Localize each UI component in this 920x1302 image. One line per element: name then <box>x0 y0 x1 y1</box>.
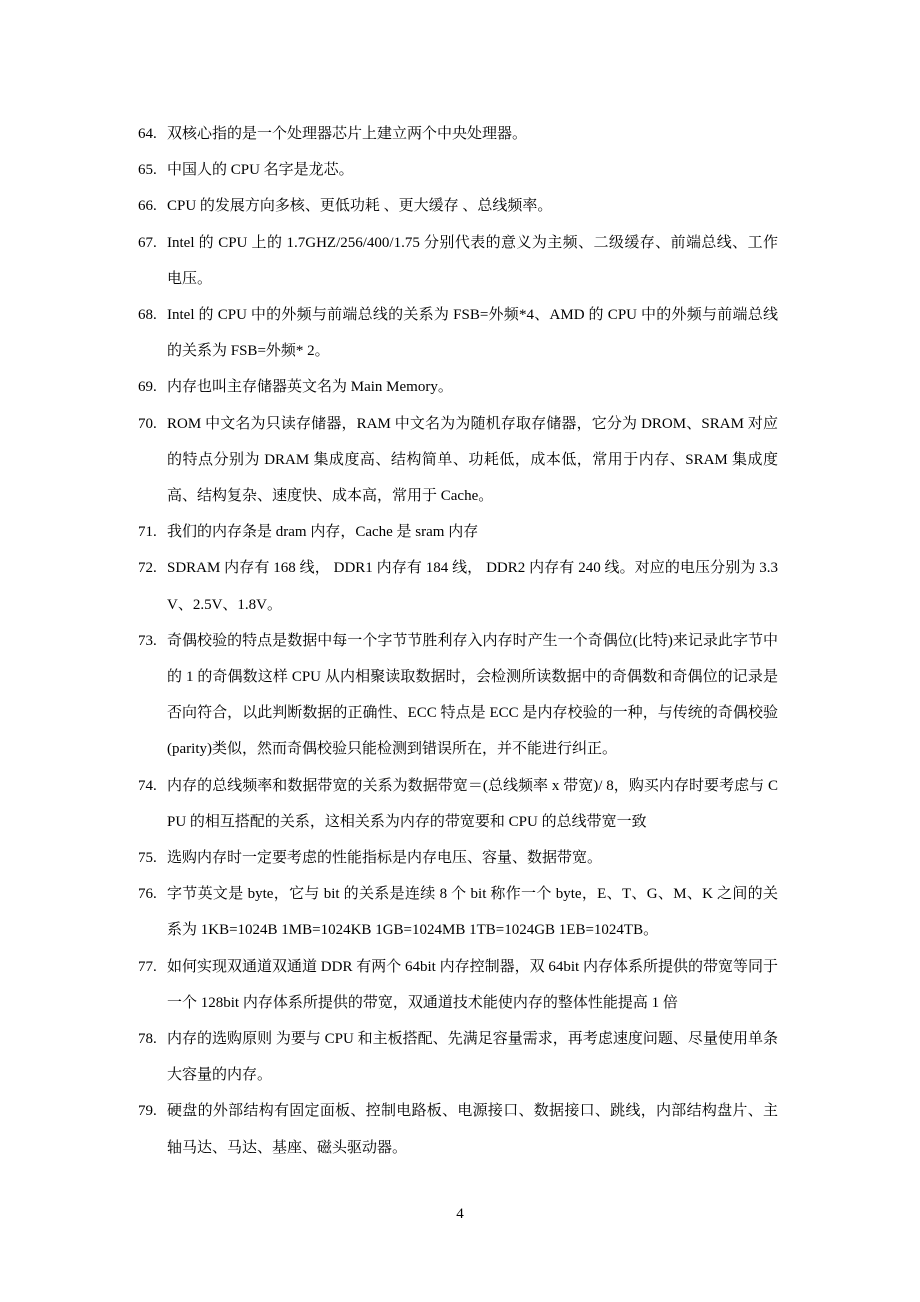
item-text: 内存的选购原则 为要与 CPU 和主板搭配、先满足容量需求，再考虑速度问题、尽量使用单条大容量的内存。 <box>167 1031 778 1084</box>
item-text: 如何实现双通道双通道 DDR 有两个 64bit 内存控制器，双 64bit 内存体系所提供的带宽等同于一个 128bit 内存体系所提供的带宽，双通道技术能使内存的整体性能提高 1 倍 <box>167 958 778 1011</box>
item-number: 72. <box>138 560 157 577</box>
item-number: 71. <box>138 524 157 541</box>
item-number: 69. <box>138 379 157 396</box>
item-number: 68. <box>138 307 157 324</box>
item-number: 76. <box>138 886 157 903</box>
item-text: ROM 中文名为只读存储器，RAM 中文名为为随机存取存储器，它分为 DROM、SRAM 对应的特点分别为 DRAM 集成度高、结构简单、功耗低，成本低，常用于内存、SRAM 集成度高、结构复杂、速度快、成本高，常用于 Cache。 <box>167 415 778 505</box>
list-item <box>138 116 778 152</box>
item-text: Intel 的 CPU 中的外频与前端总线的关系为 FSB=外频*4、AMD 的 CPU 中的外频与前端总线的关系为 FSB=外频* 2。 <box>167 307 778 360</box>
list-item <box>138 188 778 224</box>
item-number: 65. <box>138 162 157 179</box>
list-item <box>138 1021 778 1093</box>
item-text: 内存也叫主存储器英文名为 Main Memory。 <box>167 379 453 396</box>
item-text: 选购内存时一定要考虑的性能指标是内存电压、容量、数据带宽。 <box>167 850 603 867</box>
page-number: 4 <box>456 1206 464 1222</box>
list-item <box>138 406 778 515</box>
list-item <box>138 152 778 188</box>
item-number: 73. <box>138 632 157 649</box>
item-text: 中国人的 CPU 名字是龙芯。 <box>167 162 354 179</box>
item-text: 字节英文是 byte，它与 bit 的关系是连续 8 个 bit 称作一个 byte，E、T、G、M、K 之间的关系为 1KB=1024B 1MB=1024KB 1GB=1024MB 1TB=1024GB 1EB=1024TB。 <box>167 886 778 939</box>
list-item <box>138 949 778 1021</box>
item-number: 74. <box>138 777 157 794</box>
item-text: 双核心指的是一个处理器芯片上建立两个中央处理器。 <box>167 126 528 142</box>
item-text: SDRAM 内存有 168 线， DDR1 内存有 184 线， DDR2 内存有 240 线。对应的电压分别为 3.3V、2.5V、1.8V。 <box>167 560 778 613</box>
list-item <box>138 550 778 622</box>
item-number: 75. <box>138 850 157 867</box>
list-item <box>138 369 778 405</box>
item-number: 77. <box>138 958 157 975</box>
item-number: 64. <box>138 126 157 142</box>
list-item <box>138 297 778 369</box>
item-number: 79. <box>138 1103 157 1120</box>
list-item <box>138 876 778 948</box>
list-item <box>138 225 778 297</box>
list-item <box>138 768 778 840</box>
item-text: Intel 的 CPU 上的 1.7GHZ/256/400/1.75 分别代表的意义为主频、二级缓存、前端总线、工作电压。 <box>167 234 778 287</box>
item-text: CPU 的发展方向多核、更低功耗 、更大缓存 、总线频率。 <box>167 198 553 215</box>
list-item <box>138 840 778 876</box>
item-text: 奇偶校验的特点是数据中每一个字节节胜利存入内存时产生一个奇偶位(比特)来记录此字节中的 1 的奇偶数这样 CPU 从内相聚读取数据时，会检测所读数据中的奇偶数和奇偶位的记录是否向符合，以此判断数据的正确性、ECC 特点是 ECC 是内存校验的一种，与传统的奇偶校验(parity)类似，然而奇偶校验只能检测到错误所在，并不能进行纠正。 <box>167 632 778 758</box>
list-item <box>138 514 778 550</box>
item-number: 67. <box>138 234 157 251</box>
question-list <box>138 116 778 1166</box>
item-text: 硬盘的外部结构有固定面板、控制电路板、电源接口、数据接口、跳线，内部结构盘片、主轴马达、马达、基座、磁头驱动器。 <box>167 1103 778 1156</box>
item-text: 我们的内存条是 dram 内存，Cache 是 sram 内存 <box>167 524 479 541</box>
item-text: 内存的总线频率和数据带宽的关系为数据带宽＝(总线频率 x 带宽)/ 8，购买内存时要考虑与 CPU 的相互搭配的关系，这相关系为内存的带宽要和 CPU 的总线带宽一致 <box>167 777 778 830</box>
item-number: 78. <box>138 1031 157 1048</box>
list-item <box>138 1093 778 1165</box>
list-item <box>138 623 778 768</box>
item-number: 70. <box>138 415 157 432</box>
item-number: 66. <box>138 198 157 215</box>
